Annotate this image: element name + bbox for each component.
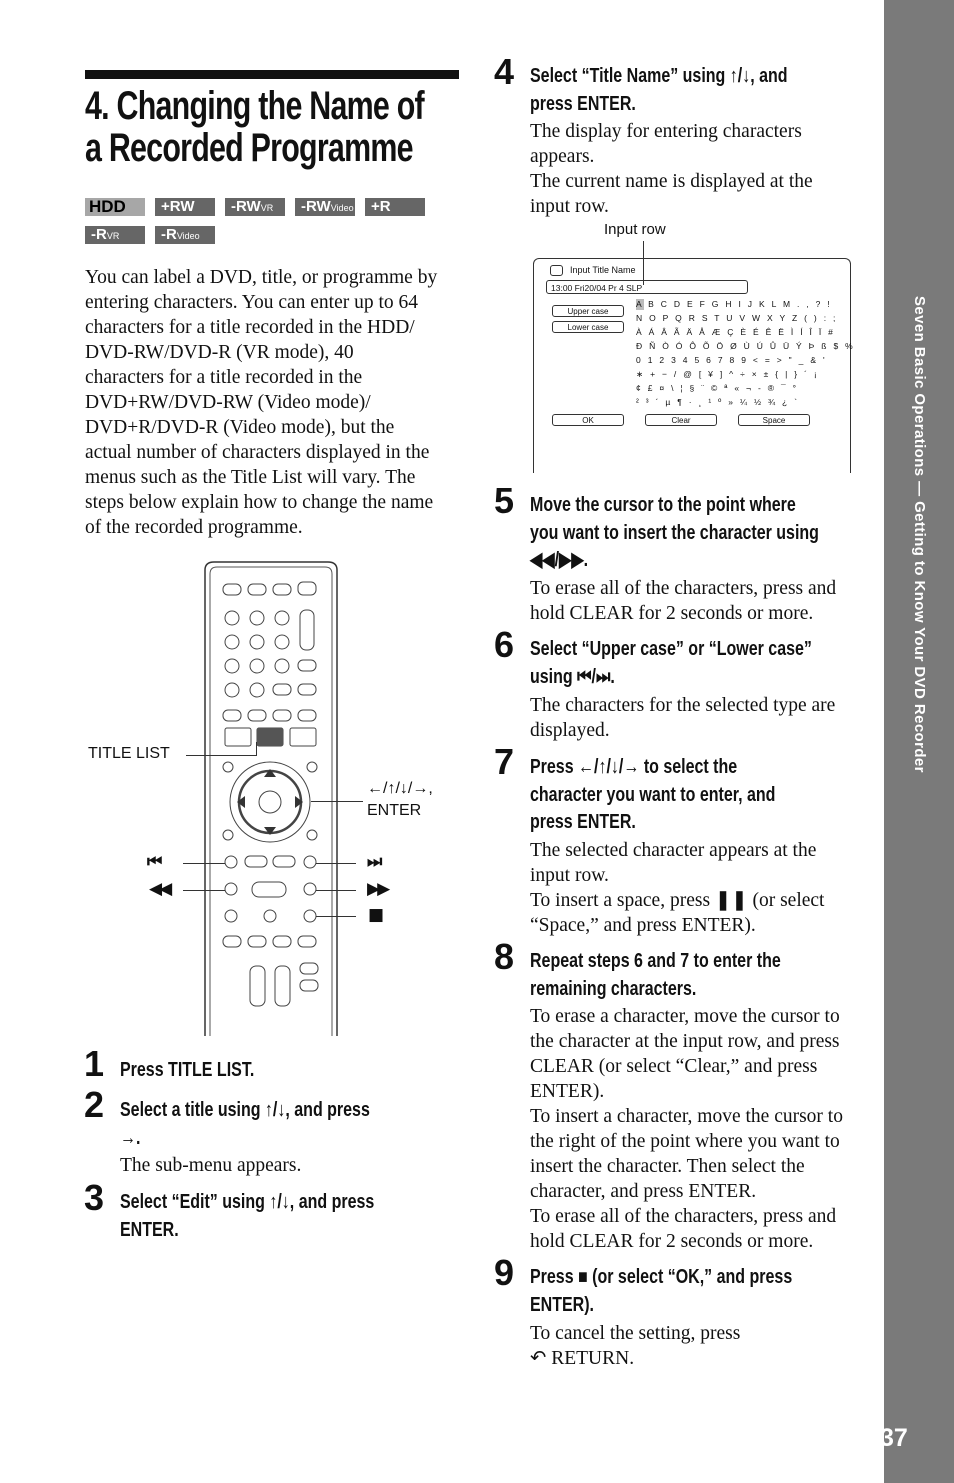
page-title-line2: a Recorded Programme bbox=[85, 126, 413, 170]
callout-title-list: TITLE LIST bbox=[88, 745, 170, 762]
step-body: To erase a character, move the cursor to the character at the input row, and press CLEAR (or select “Clear,” and press ENTER). To insert a character, move the cursor to the right of the point where you want to insert the character. Then select the character, and press ENTER. To erase all of the characters, press and hold CLEAR for 2 seconds or more. bbox=[530, 1006, 843, 1252]
char-row: Ð Ñ Ò Ó Ô Õ Ö Ø Ù Ú Û Ü Ý Þ ß $ % bbox=[636, 341, 856, 351]
callout-next: ⏭ bbox=[367, 852, 380, 872]
step-body: To cancel the setting, press ↶ RETURN. bbox=[530, 1323, 741, 1369]
screen-menu-title: Input Title Name bbox=[570, 265, 636, 275]
char-row: ∗ + − / @ [ ¥ ] ^ ÷ × ± { | } ´ ¡ bbox=[636, 369, 820, 379]
page-title-line1: 4. Changing the Name of bbox=[85, 84, 424, 128]
callout-arrows: ←/↑/↓/→, bbox=[367, 780, 433, 797]
step-heading: Press ←/↑/↓/→ to select the character you want to enter, and press ENTER. bbox=[530, 756, 776, 833]
step-body: The selected character appears at the input row. To insert a space, press ❚❚ (or select “Space,” and press ENTER). bbox=[530, 840, 825, 936]
callout-line-next bbox=[316, 863, 356, 864]
badge-plus-r: +R bbox=[365, 198, 425, 216]
callout-line-stop bbox=[316, 916, 356, 917]
callout-enter: ENTER bbox=[367, 802, 422, 819]
input-row-callout: Input row bbox=[604, 221, 666, 238]
callout-line-forward bbox=[316, 890, 356, 891]
callout-line-title-list bbox=[186, 755, 256, 756]
char-row: ¢ £ ¤ \ ¦ § ¨ © ª « ¬ - ® ¯ ° bbox=[636, 383, 799, 393]
step-heading: Move the cursor to the point where you want to insert the character using ◀◀/▶▶. bbox=[530, 494, 819, 571]
step-number: 9 bbox=[494, 1252, 515, 1293]
callout-prev: ⏮ bbox=[147, 852, 160, 872]
step-number: 7 bbox=[494, 741, 515, 782]
callout-line-title-list-vert bbox=[256, 742, 257, 756]
page-number: 37 bbox=[880, 1424, 908, 1452]
callout-rewind: ◀◀ bbox=[149, 879, 170, 899]
remote-control-illustration bbox=[200, 560, 342, 1036]
callout-forward: ▶▶ bbox=[367, 879, 388, 899]
char-row: N O P Q R S T U V W X Y Z ( ) : ; bbox=[636, 313, 838, 323]
badge-minus-r-vr: -RVR bbox=[85, 226, 145, 244]
disc-icon bbox=[550, 265, 563, 276]
step-number: 2 bbox=[84, 1084, 105, 1125]
step-heading: Select “Upper case” or “Lower case” using ⏮/⏭. bbox=[530, 638, 812, 688]
step-number: 1 bbox=[84, 1043, 105, 1084]
step-number: 4 bbox=[494, 51, 515, 92]
step-number: 3 bbox=[84, 1177, 105, 1218]
intro-paragraph: You can label a DVD, title, or programme by entering characters. You can enter up to 64 characters for a title recorded in the HDD/ DVD-RW/DVD-R (VR mode), 40 characters for a title recorded in the DVD+RW/DVD-RW (Video mode)/ DVD+R/DVD-R (Video mode), but the actual number of characters displayed in the menus such as the Title List will vary. The steps below explain how to change the name of the recorded programme. bbox=[85, 267, 438, 538]
char-row: A B C D E F G H I J K L M . , ? ! bbox=[636, 299, 833, 309]
step-number: 5 bbox=[494, 480, 515, 521]
step-heading: Repeat steps 6 and 7 to enter the remaining characters. bbox=[530, 950, 781, 1000]
callout-stop: ■ bbox=[368, 905, 382, 925]
badge-hdd: HDD bbox=[85, 198, 145, 216]
step-number: 8 bbox=[494, 936, 515, 977]
step-number: 6 bbox=[494, 624, 515, 665]
callout-line-prev bbox=[183, 863, 225, 864]
callout-line-enter bbox=[311, 801, 363, 802]
char-row: À Á Â Ã Ä Å Æ Ç È É Ê Ë Ì Í Î Ï # bbox=[636, 327, 836, 337]
step-heading: Select “Title Name” using ↑/↓, and press ENTER. bbox=[530, 65, 788, 115]
step-body: To erase all of the characters, press and hold CLEAR for 2 seconds or more. bbox=[530, 578, 837, 624]
ok-button[interactable]: OK bbox=[552, 414, 624, 426]
step-heading: Select a title using ↑/↓, and press →. bbox=[120, 1099, 370, 1149]
char-row: 0 1 2 3 4 5 6 7 8 9 < = > " _ & ' bbox=[636, 355, 827, 365]
callout-line-rewind bbox=[183, 890, 225, 891]
step-heading: Press ■ (or select “OK,” and press ENTER). bbox=[530, 1266, 793, 1316]
side-tab-text: Seven Basic Operations — Getting to Know Your DVD Recorder bbox=[911, 296, 928, 773]
step-heading: Press TITLE LIST. bbox=[120, 1059, 255, 1081]
space-button[interactable]: Space bbox=[738, 414, 810, 426]
clear-button[interactable]: Clear bbox=[645, 414, 717, 426]
step-body: The sub-menu appears. bbox=[120, 1155, 302, 1176]
badge-minus-rw-vr: -RWVR bbox=[225, 198, 285, 216]
step-heading: Select “Edit” using ↑/↓, and press ENTER. bbox=[120, 1191, 375, 1241]
badge-minus-rw-video: -RWVideo bbox=[295, 198, 355, 216]
badge-minus-r-video: -RVideo bbox=[155, 226, 215, 244]
lower-case-button[interactable]: Lower case bbox=[552, 321, 624, 333]
step-body: The display for entering characters appears. The current name is displayed at the input row. bbox=[530, 121, 813, 217]
step-body: The characters for the selected type are displayed. bbox=[530, 695, 836, 741]
char-row: ² ³ ´ µ ¶ · ¸ ¹ º » ¼ ½ ¾ ¿ ` bbox=[636, 397, 800, 407]
badge-plus-rw: +RW bbox=[155, 198, 215, 216]
title-rule bbox=[85, 70, 459, 79]
upper-case-button[interactable]: Upper case bbox=[552, 305, 624, 317]
title-name-screen bbox=[533, 258, 856, 473]
input-row-field[interactable]: 13:00 Fri20/04 Pr 4 SLP bbox=[546, 280, 748, 294]
